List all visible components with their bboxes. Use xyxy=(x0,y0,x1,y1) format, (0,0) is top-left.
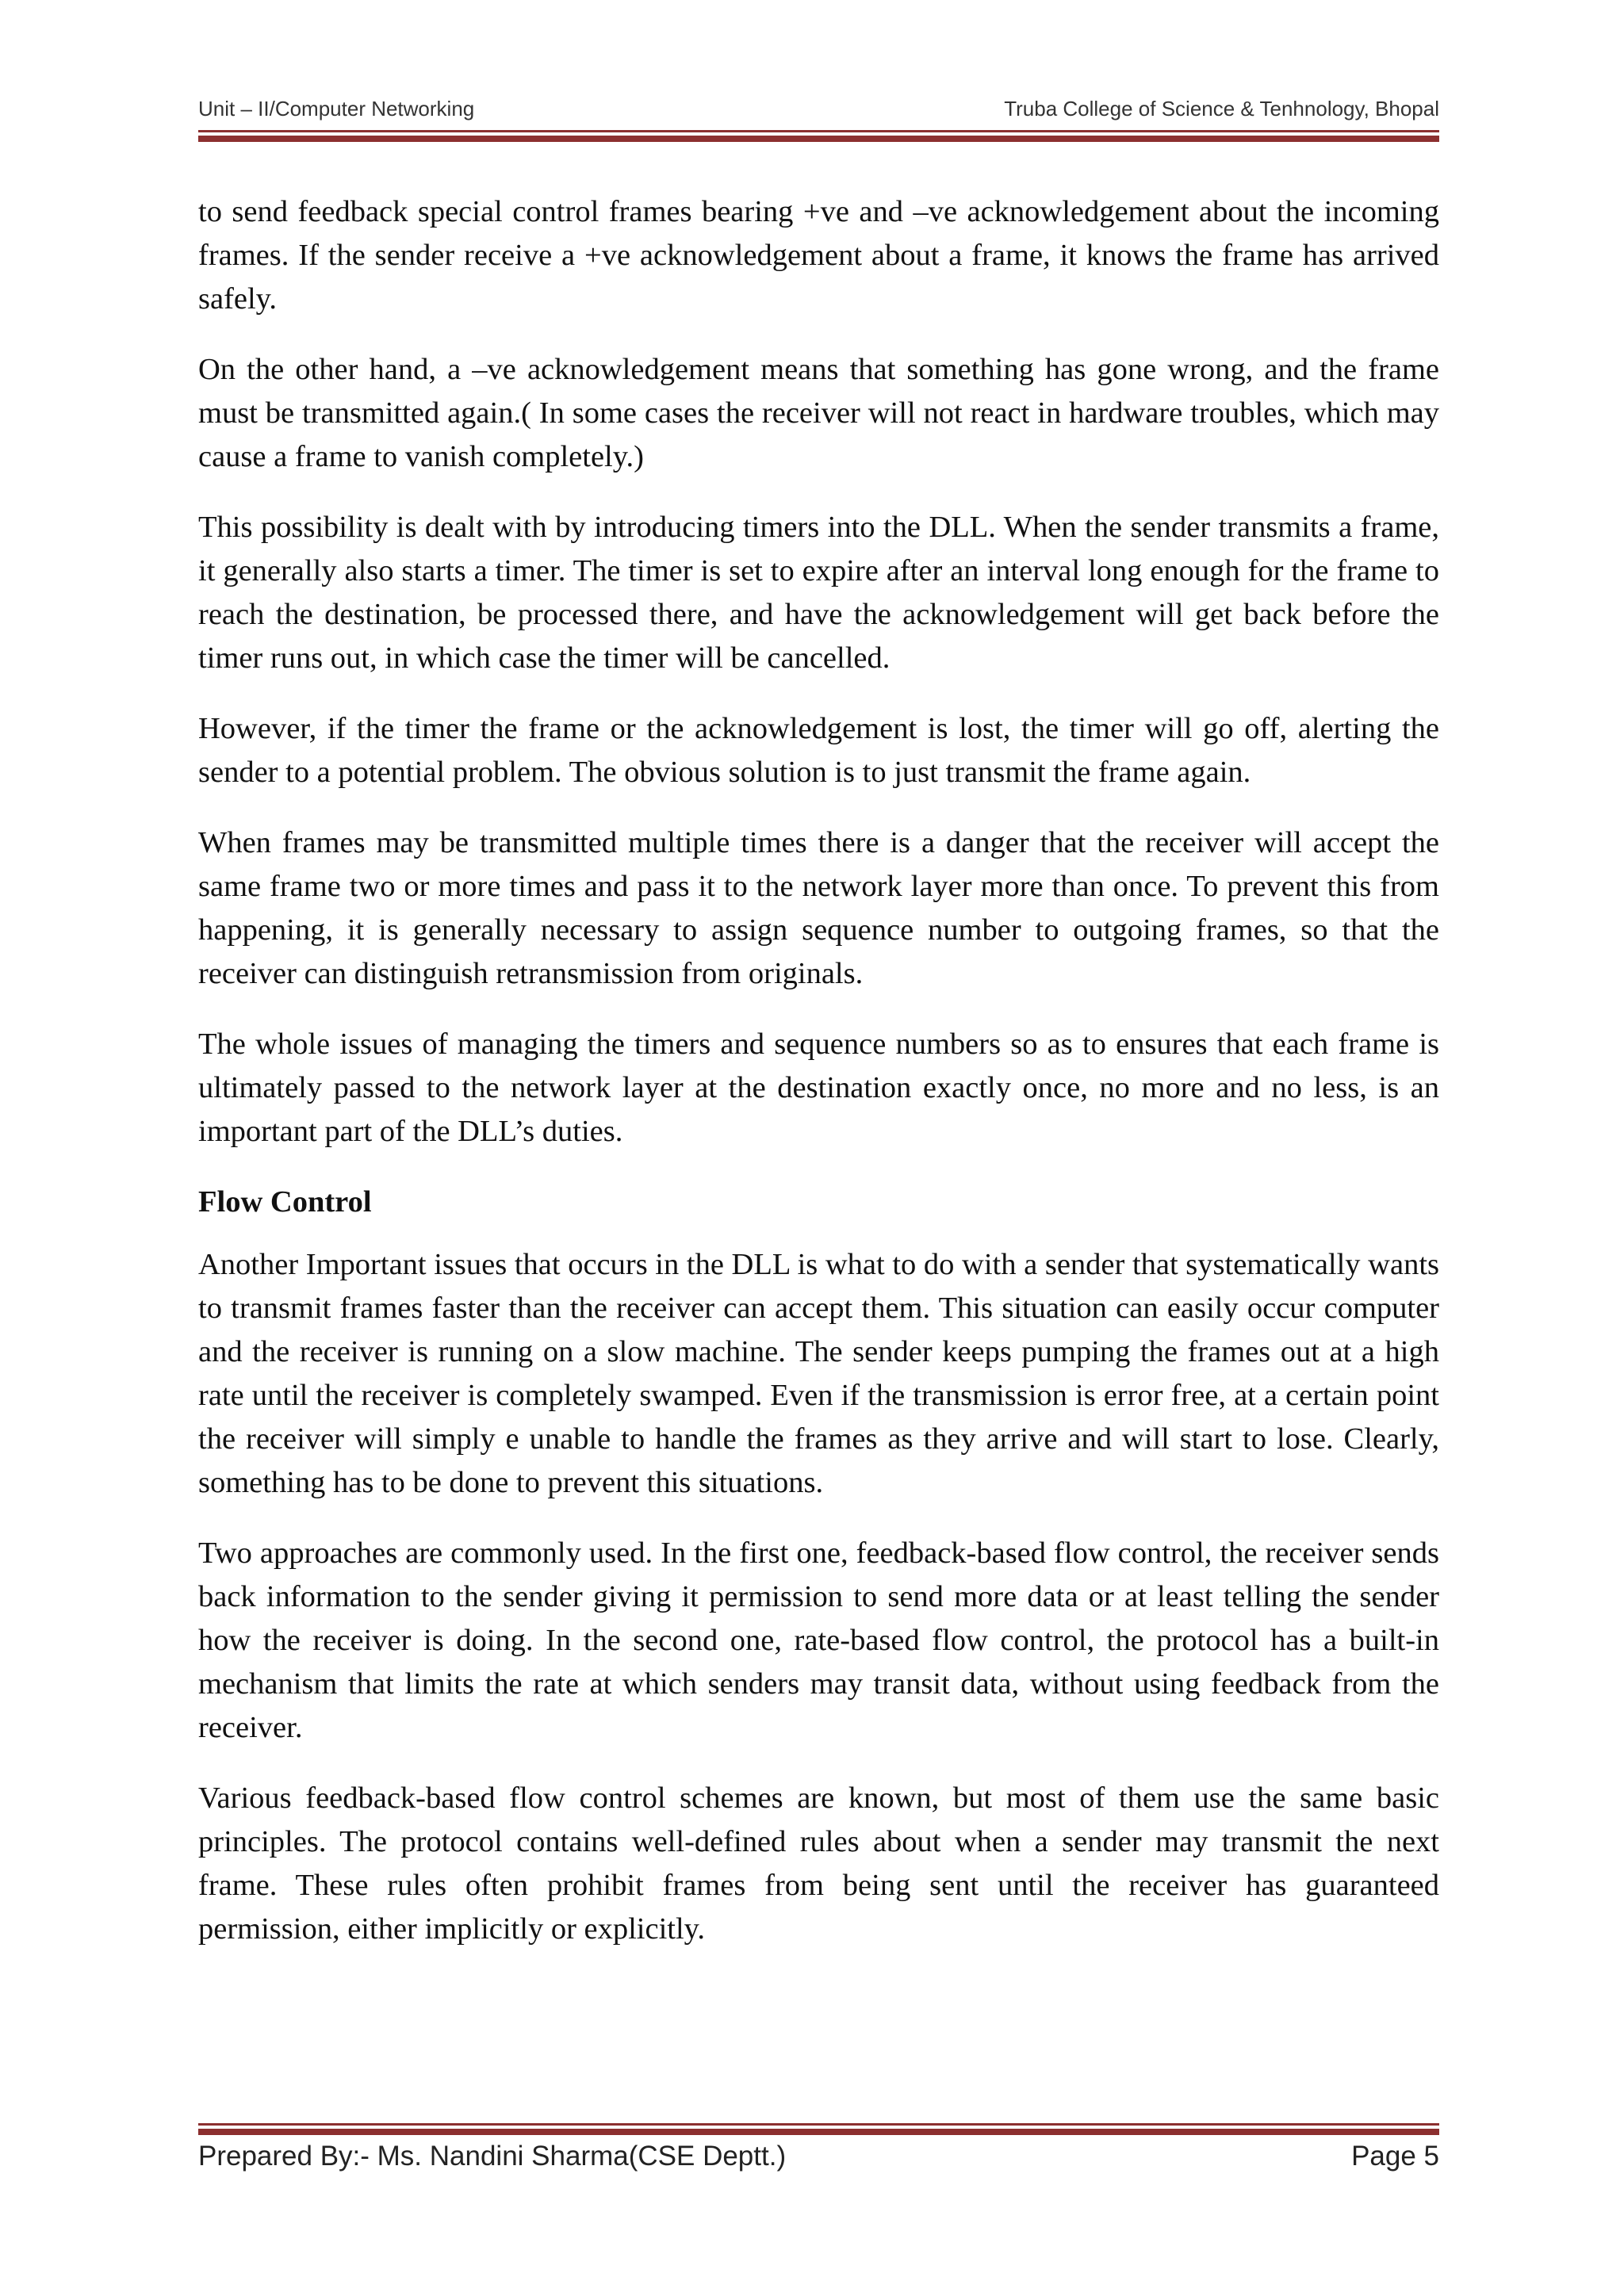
footer-page-number: Page 5 xyxy=(1351,2141,1439,2172)
header-rule-thick xyxy=(198,136,1439,142)
paragraph-sequence-numbers: When frames may be transmitted multiple times there is a danger that the receiver will accept the same frame two or more times and pass it to the network layer more than once. To prevent this from happening, it is generally necessary to assign sequence number to outgoing frames, so that the receiver can distinguish retransmission from originals. xyxy=(198,826,1439,990)
page-footer xyxy=(198,2141,1439,2185)
page-header xyxy=(198,97,1439,132)
paragraph-two-approaches: Two approaches are commonly used. In the first one, feedback-based flow control, the receiver sends back information to the sender giving it permission to send more data or at least telling the sender how the receiver is doing. In the second one, rate-based flow control, the protocol has a built-in mechanism that limits the rate at which senders may transit data, without using feedback from the receiver. xyxy=(198,1536,1439,1744)
paragraph-timers: This possibility is dealt with by introducing timers into the DLL. When the sender transmits a frame, it generally also starts a timer. The timer is set to expire after an interval long enough for the frame to reach the destination, be processed there, and have the acknowledgement will get back before the timer runs out, in which case the timer will be cancelled. xyxy=(198,511,1439,675)
page-body xyxy=(198,190,1439,1978)
header-college-name: Truba College of Science & Tenhnology, Bhopal xyxy=(1004,97,1439,121)
paragraph-feedback-schemes: Various feedback-based flow control schemes are known, but most of them use the same basic principles. The protocol contains well-defined rules about when a sender may transmit the next frame. These rules often prohibit frames from being sent until the receiver has guaranteed permission, either implicitly or explicitly. xyxy=(198,1781,1439,1946)
footer-rule-thick xyxy=(198,2129,1439,2135)
paragraph-timer-lost: However, if the timer the frame or the acknowledgement is lost, the timer will go off, alerting the sender to a potential problem. The obvious solution is to just transmit the frame again. xyxy=(198,712,1439,789)
paragraph-negative-ack: On the other hand, a –ve acknowledgement means that something has gone wrong, and the frame must be transmitted again.( In some cases the receiver will not react in hardware troubles, which may cause a frame to vanish completely.) xyxy=(198,353,1439,473)
section-heading-flow-control: Flow Control xyxy=(198,1185,372,1219)
paragraph-dll-duties: The whole issues of managing the timers and sequence numbers so as to ensures that each frame is ultimately passed to the network layer at the destination exactly once, no more and no less, is an important part of the DLL’s duties. xyxy=(198,1027,1439,1148)
footer-rule xyxy=(198,2123,1439,2135)
header-rule xyxy=(198,130,1439,142)
paragraph-ack-frames: to send feedback special control frames bearing +ve and –ve acknowledgement about the incoming frames. If the sender receive a +ve acknowledgement about a frame, it knows the frame has arrived safely. xyxy=(198,195,1439,316)
paragraph-flow-control-issue: Another Important issues that occurs in the DLL is what to do with a sender that systematically wants to transmit frames faster than the receiver can accept them. This situation can easily occur computer and the receiver is running on a slow machine. The sender keeps pumping the frames out at a high rate until the receiver is completely swamped. Even if the transmission is error free, at a certain point the receiver will simply e unable to handle the frames as they arrive and will start to lose. Clearly, something has to be done to prevent this situations. xyxy=(198,1248,1439,1499)
footer-author: Prepared By:- Ms. Nandini Sharma(CSE Deptt.) xyxy=(198,2141,787,2172)
header-unit-title: Unit – II/Computer Networking xyxy=(198,97,475,121)
